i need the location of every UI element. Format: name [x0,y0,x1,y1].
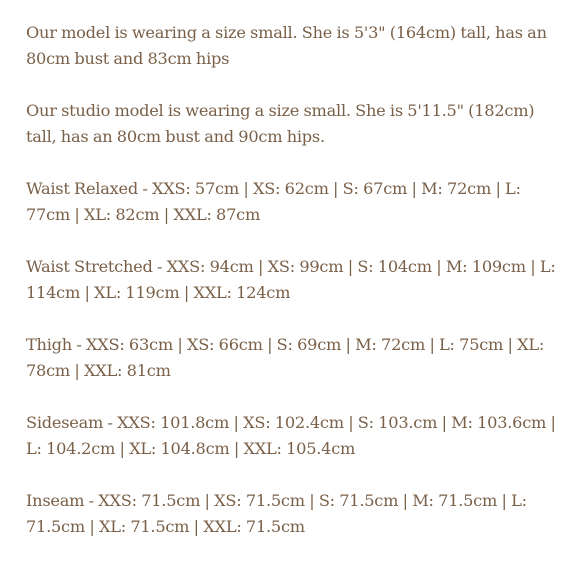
waist-relaxed-measurements: Waist Relaxed - XXS: 57cm | XS: 62cm | S: 67cm | M: 72cm | L: 77cm | XL: 82cm | XXL: 87cm [26,179,521,224]
sideseam-measurements: Sideseam - XXS: 101.8cm | XS: 102.4cm | S: 103.cm | M: 103.6cm | L: 104.2cm | XL: 104.8cm | XXL: 105.4cm [26,413,556,458]
inseam-measurements: Inseam - XXS: 71.5cm | XS: 71.5cm | S: 71.5cm | M: 71.5cm | L: 71.5cm | XL: 71.5cm | XXL: 71.5cm [26,491,527,536]
thigh-measurements: Thigh - XXS: 63cm | XS: 66cm | S: 69cm | M: 72cm | L: 75cm | XL: 78cm | XXL: 81cm [26,335,545,380]
studio-model-info-paragraph: Our studio model is wearing a size small. She is 5'11.5" (182cm) tall, has an 80cm bust and 90cm hips. [26,101,535,146]
model-info-paragraph: Our model is wearing a size small. She is 5'3" (164cm) tall, has an 80cm bust and 83cm hips [26,23,547,68]
waist-stretched-measurements: Waist Stretched - XXS: 94cm | XS: 99cm | S: 104cm | M: 109cm | L: 114cm | XL: 119cm | XXL: 124cm [26,257,556,302]
